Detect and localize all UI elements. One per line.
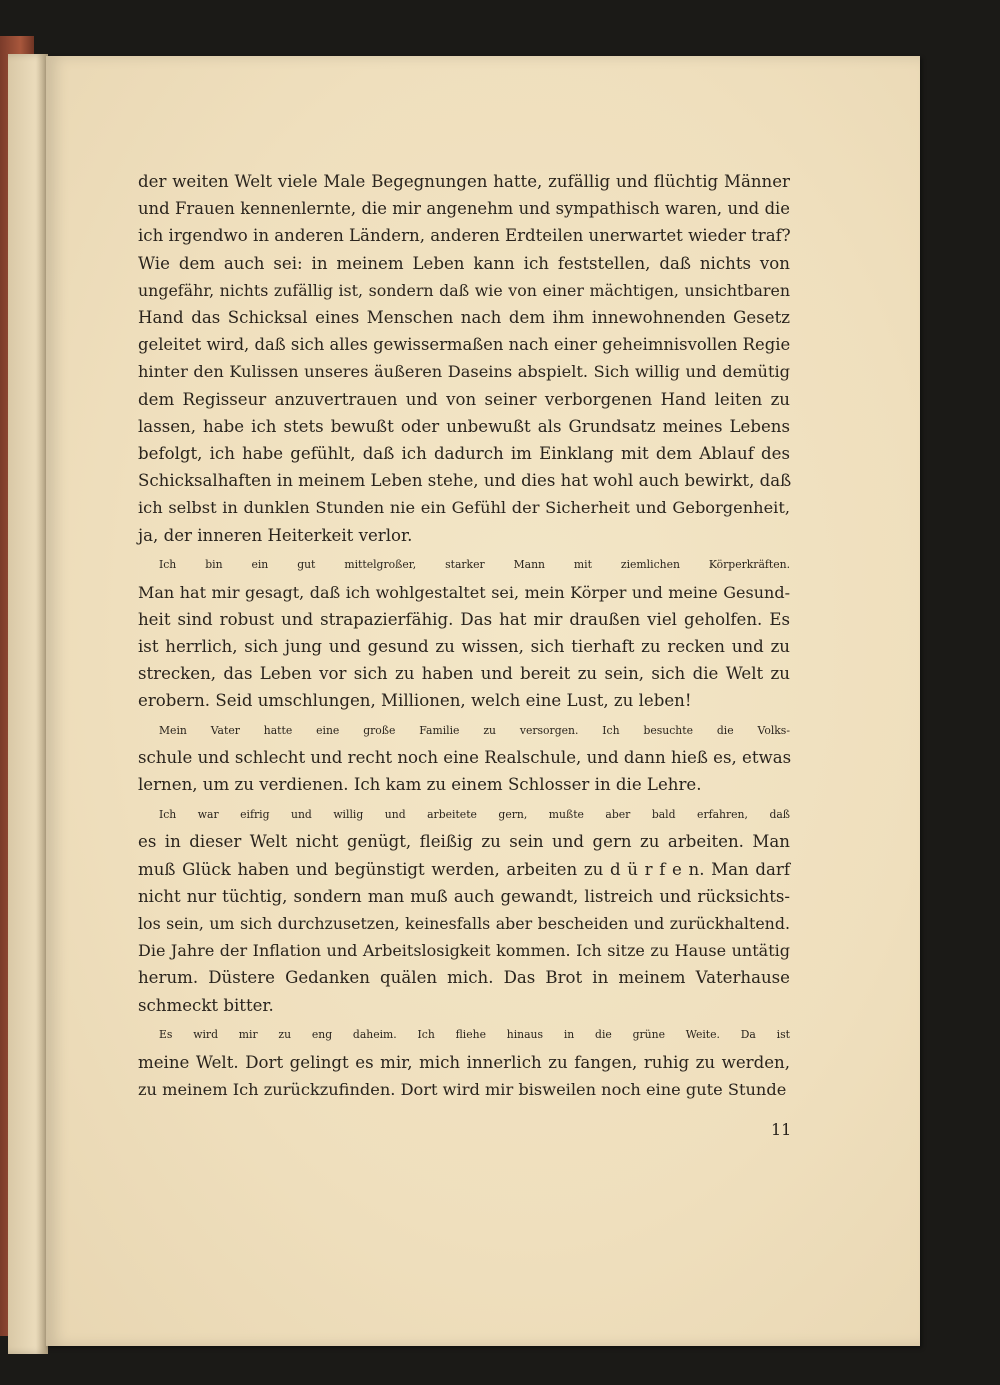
text-line: ich selbst in dunklen Stunden nie ein Gefühl der Sicherheit und Geborgenheit, — [138, 498, 790, 518]
text-line: dem Regisseur anzuvertrauen und von seiner verborgenen Hand leiten zu — [138, 389, 790, 409]
text-line: geleitet wird, daß sich alles gewissermaßen nach einer geheimnisvollen Regie — [138, 335, 791, 355]
text-line: lassen, habe ich stets bewußt oder unbewußt als Grundsatz meines Lebens — [138, 416, 790, 436]
text-line: Ich bin ein gut mittelgroßer, starker Mann mit ziemlichen Körperkräften. — [159, 558, 790, 572]
text-line: und Frauen kennenlernte, die mir angenehm und sympathisch waren, und die — [138, 199, 790, 219]
text-line: muß Glück haben und begünstigt werden, arbeiten zu d ü r f e n. Man darf — [138, 859, 790, 879]
text-line: Hand das Schicksal eines Menschen nach dem ihm innewohnenden Gesetz — [138, 308, 790, 328]
text-line: befolgt, ich habe gefühlt, daß ich dadurch im Einklang mit dem Ablauf des — [138, 444, 790, 464]
paragraph — [138, 801, 790, 1019]
text-line: Schicksalhaften in meinem Leben stehe, und dies hat wohl auch bewirkt, daß — [138, 471, 792, 491]
text-line: es in dieser Welt nicht genügt, fleißig zu sein und gern zu arbeiten. Man — [138, 832, 790, 852]
text-line: Ich war eifrig und willig und arbeitete gern, mußte aber bald erfahren, daß — [159, 808, 790, 822]
text-line: herum. Düstere Gedanken quälen mich. Das Brot in meinem Vaterhause — [138, 968, 790, 988]
text-line: schmeckt bitter. — [138, 995, 274, 1015]
text-line: lernen, um zu verdienen. Ich kam zu einem Schlosser in die Lehre. — [138, 775, 702, 795]
text-line: zu meinem Ich zurückzufinden. Dort wird mir bisweilen noch eine gute Stunde — [138, 1079, 787, 1099]
text-line: ungefähr, nichts zufällig ist, sondern daß wie von einer mächtigen, unsichtbaren — [138, 280, 790, 300]
paragraph — [138, 1021, 790, 1103]
text-line: Mein Vater hatte eine große Familie zu versorgen. Ich besuchte die Volks- — [159, 724, 790, 738]
text-line: erobern. Seid umschlungen, Millionen, welch eine Lust, zu leben! — [138, 691, 692, 711]
text-line: schule und schlecht und recht noch eine Realschule, und dann hieß es, etwas — [138, 748, 792, 768]
paragraph — [138, 551, 790, 714]
left-page-edge — [8, 54, 48, 1354]
text-line: Wie dem auch sei: in meinem Leben kann ich feststellen, daß nichts von — [138, 253, 790, 273]
text-line: ja, der inneren Heiterkeit verlor. — [138, 525, 413, 545]
text-line: heit sind robust und strapazierfähig. Das hat mir draußen viel geholfen. Es — [138, 609, 790, 629]
text-line: Es wird mir zu eng daheim. Ich fliehe hinaus in die grüne Weite. Da ist — [159, 1028, 790, 1042]
text-line: meine Welt. Dort gelingt es mir, mich innerlich zu fangen, ruhig zu werden, — [138, 1052, 790, 1072]
text-line: Man hat mir gesagt, daß ich wohlgestaltet sei, mein Körper und meine Gesund- — [138, 582, 790, 602]
paragraph — [138, 717, 790, 799]
text-line: hinter den Kulissen unseres äußeren Daseins abspielt. Sich willig und demütig — [138, 362, 790, 382]
text-line: ich irgendwo in anderen Ländern, anderen Erdteilen unerwartet wieder traf? — [138, 226, 791, 246]
paragraph — [138, 168, 790, 549]
text-line: los sein, um sich durchzusetzen, keinesfalls aber bescheiden und zurückhaltend. — [138, 913, 790, 933]
book-page — [46, 56, 920, 1346]
text-line: Die Jahre der Inflation und Arbeitslosigkeit kommen. Ich sitze zu Hause untätig — [138, 941, 790, 961]
text-line: strecken, das Leben vor sich zu haben und bereit zu sein, sich die Welt zu — [138, 664, 790, 684]
text-line: der weiten Welt viele Male Begegnungen hatte, zufällig und flüchtig Männer — [138, 172, 790, 191]
text-line: ist herrlich, sich jung und gesund zu wissen, sich tierhaft zu recken und zu — [138, 636, 790, 656]
text-line: nicht nur tüchtig, sondern man muß auch gewandt, listreich und rücksichts- — [138, 886, 790, 906]
body-text — [138, 168, 790, 1105]
page-number: 11 — [771, 1120, 792, 1139]
